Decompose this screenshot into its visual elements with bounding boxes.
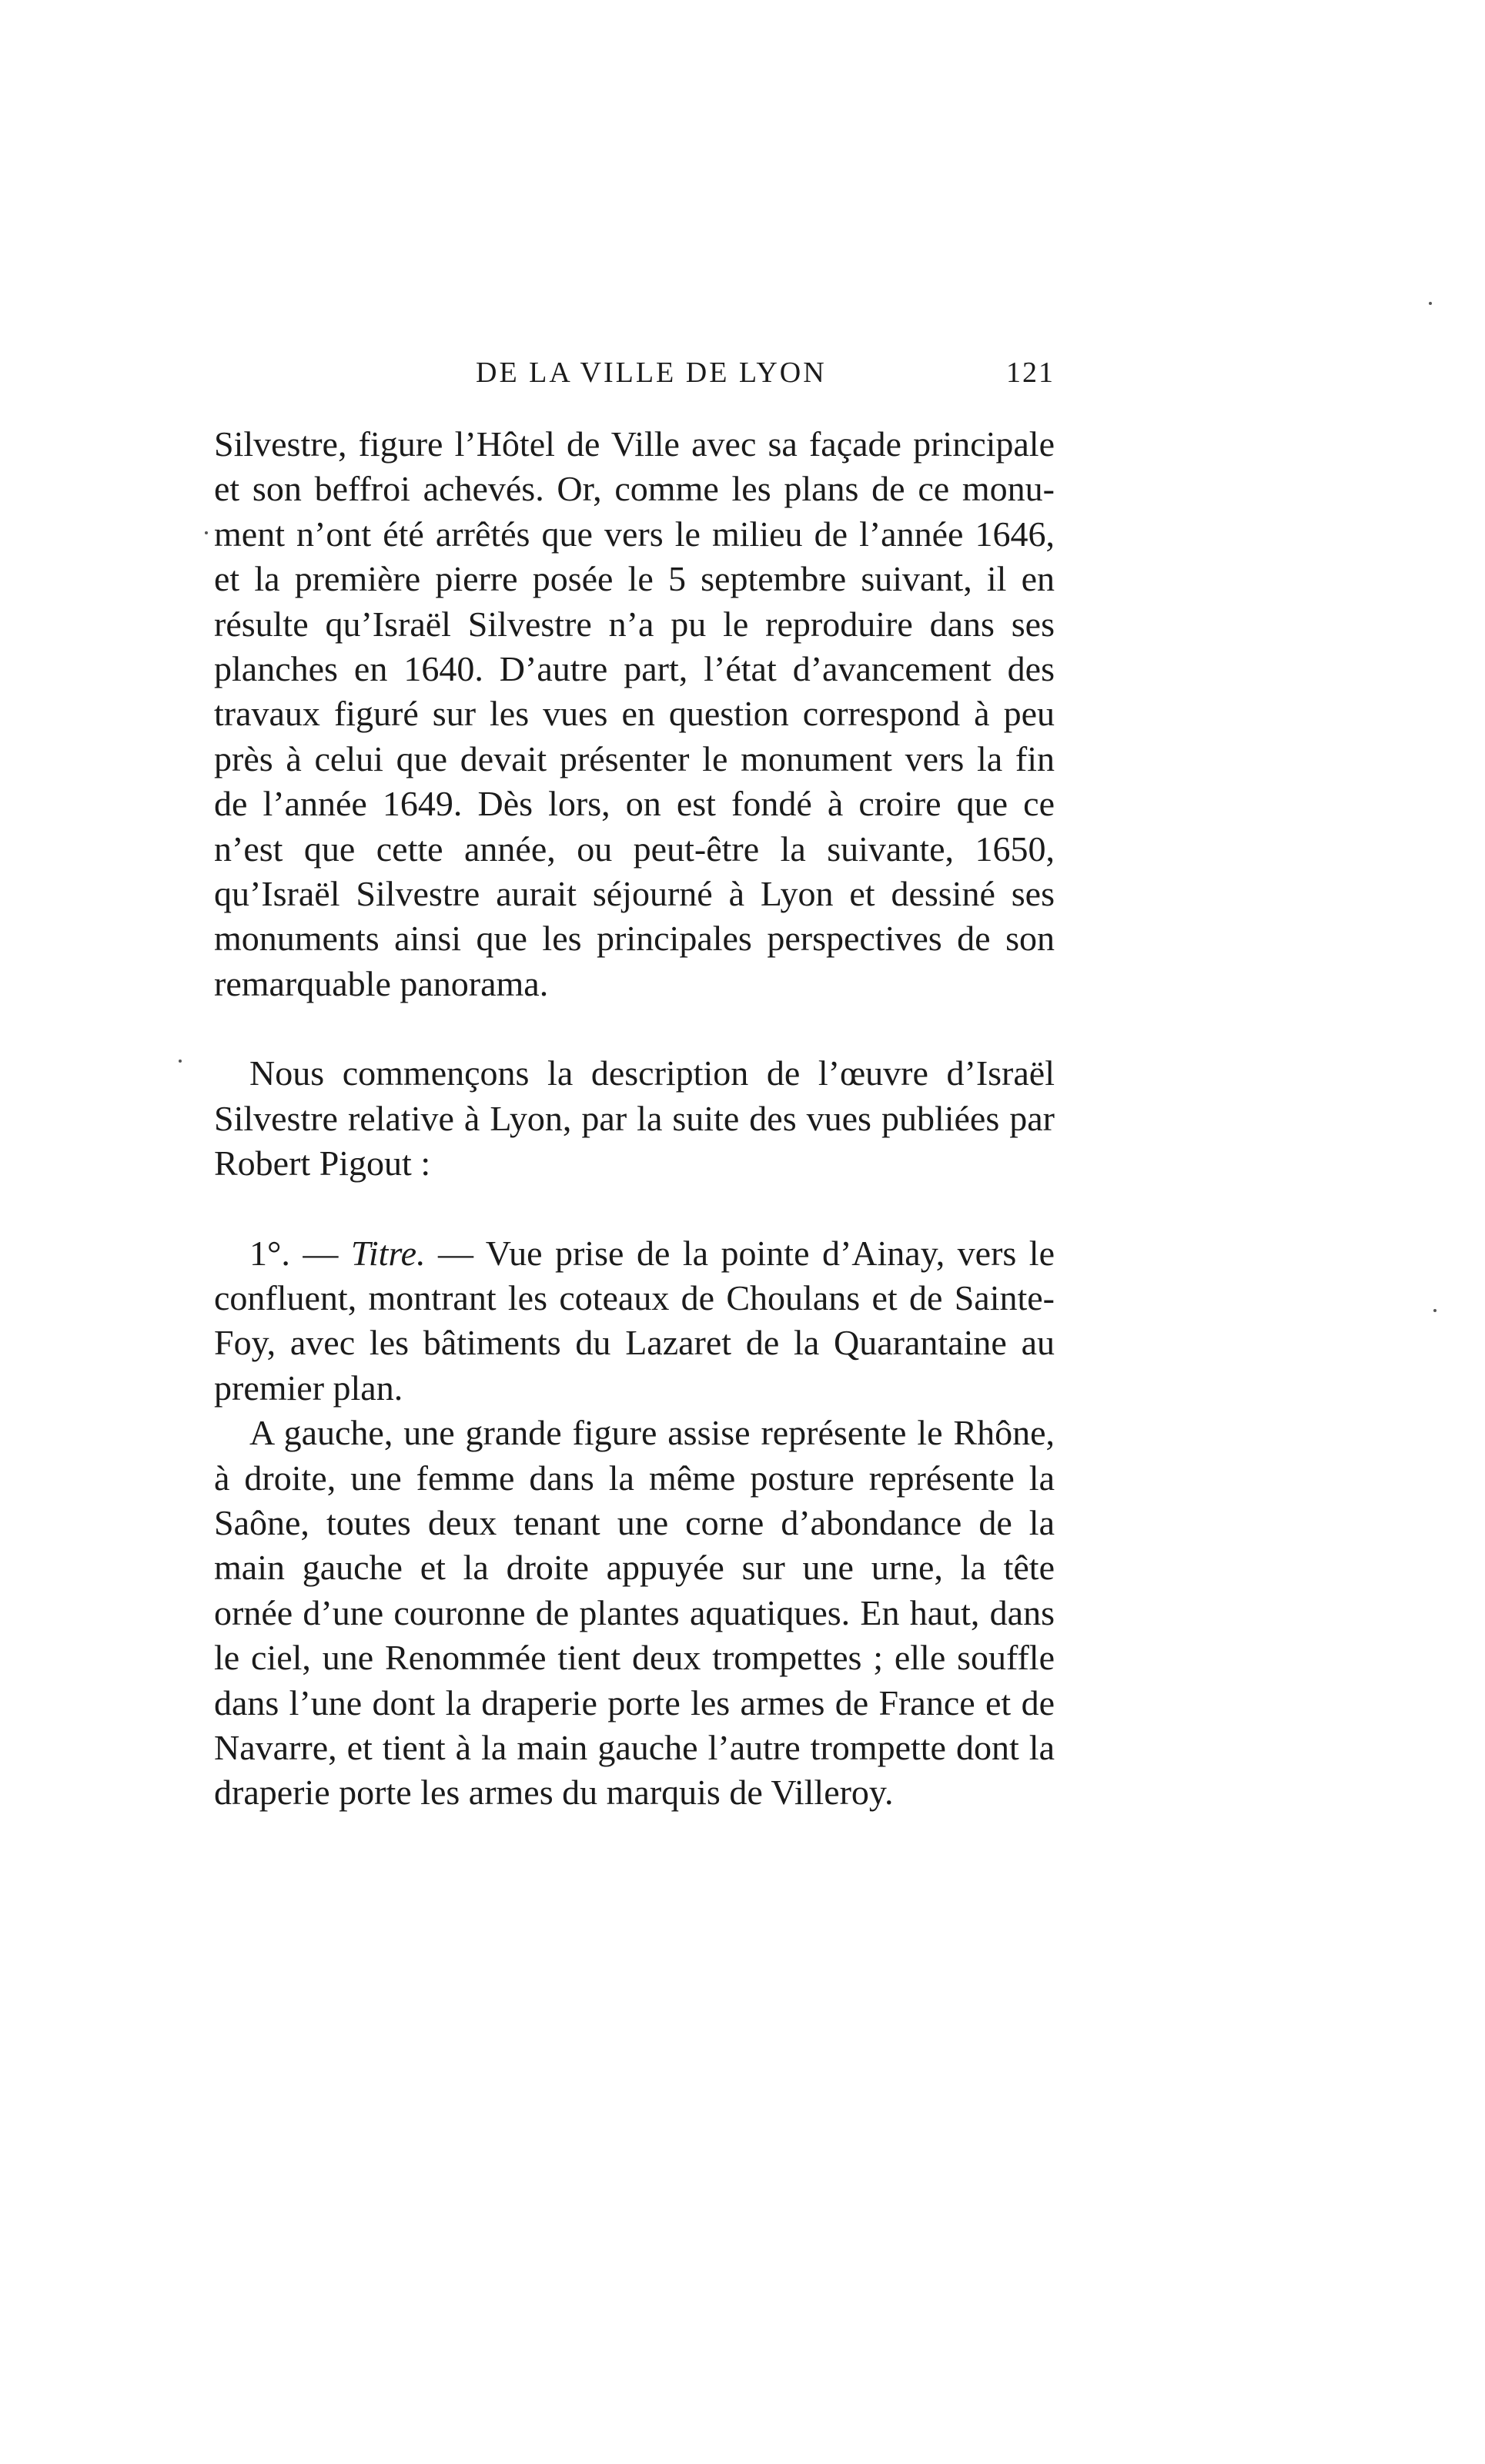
paper-speck xyxy=(179,1060,182,1063)
running-head xyxy=(214,356,1055,402)
item-1-label: Titre. xyxy=(350,1233,426,1273)
paragraph-4: A gauche, une grande figure assise représente le Rhône, à droite, une femme dans la même posture représente la Saône, toutes deux tenant une corne d’abondance de la main gauche et la droite appuyée sur une urne, la tête ornée d’une couronne de plantes aquatiques. En haut, dans le ciel, une Renommée tient deux trompettes ; elle souffle dans l’une dont la draperie porte les armes de France et de Navarre, et tient à la main gauche l’autre trompette dont la draperie porte les armes du marquis de Villeroy. xyxy=(214,1413,1055,1813)
paragraph-spacer xyxy=(214,1187,1055,1231)
item-1-paragraph xyxy=(214,1231,1055,1411)
paper-speck xyxy=(205,531,208,534)
item-1-text: — Vue prise de la pointe d’Ainay, vers le confluent, montrant les coteaux de Choulans et de Sainte-Foy, avec les bâtiments du Lazaret de la Quarantaine au premier plan. xyxy=(214,1233,1055,1408)
paragraph-2: Nous commençons la description de l’œuvre d’Israël Silvestre relative à Lyon, par la suite des vues publiées par Robert Pigout : xyxy=(214,1053,1055,1183)
item-1-number: 1°. — xyxy=(249,1233,351,1273)
page-number: 121 xyxy=(1006,357,1055,389)
running-title: DE LA VILLE DE LYON xyxy=(476,357,827,389)
paragraph-spacer xyxy=(214,1006,1055,1051)
paragraph-1: Silvestre, figure l’Hôtel de Ville avec sa façade principale et son beffroi achevés. Or, comme les plans de ce monument n’ont été arrêtés que vers le milieu de l’année 1646, et la première pierre posée le 5 septembre suivant, il en résulte qu’Israël Silvestre n’a pu le reproduire dans ses planches en 1640. D’autre part, l’état d’avancement des travaux figuré sur les vues en question correspond à peu près à celui que devait présenter le monument vers la fin de l’année 1649. Dès lors, on est fondé à croire que ce n’est que cette année, ou peut-être la suivante, 1650, qu’Israël Silvestre aurait séjourné à Lyon et dessiné ses monuments ainsi que les principales perspectives de son remarquable panorama. xyxy=(214,424,1055,1003)
paper-speck xyxy=(1433,1309,1437,1312)
body-text xyxy=(214,422,1055,1816)
paper-speck xyxy=(1429,302,1432,305)
